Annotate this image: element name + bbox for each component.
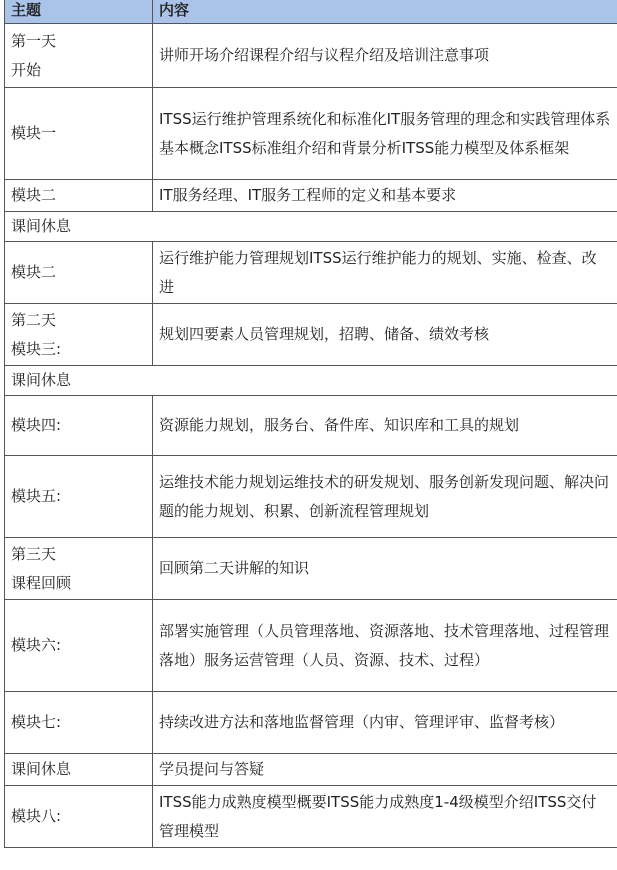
- row-topic: [5, 538, 153, 600]
- row-content: 规划四要素人员管理规划，招聘、储备、绩效考核: [153, 304, 617, 366]
- table-row: [5, 456, 617, 538]
- topic-line: 模块五:: [11, 487, 62, 505]
- row-topic: [5, 88, 153, 180]
- row-content: IT服务经理、IT服务工程师的定义和基本要求: [153, 180, 617, 212]
- row-content: 讲师开场介绍课程介绍与议程介绍及培训注意事项: [153, 24, 617, 88]
- row-content: 部署实施管理（人员管理落地、资源落地、技术管理落地、过程管理落地）服务运营管理（人员、资源、技术、过程）: [153, 600, 617, 692]
- row-topic: [5, 600, 153, 692]
- topic-line: 模块一: [11, 124, 57, 142]
- topic-line: 模块八:: [11, 807, 62, 825]
- row-topic: [5, 754, 153, 786]
- row-content: ITSS运行维护管理系统化和标准化IT服务管理的理念和实践管理体系基本概念ITSS标准组介绍和背景分析ITSS能力模型及体系框架: [153, 88, 617, 180]
- row-topic: [5, 212, 617, 242]
- topic-line: 开始: [11, 60, 42, 79]
- row-content: 学员提问与答疑: [153, 754, 617, 786]
- row-topic: [5, 366, 617, 396]
- table-row: [5, 692, 617, 754]
- topic-line: 课间休息: [11, 760, 72, 778]
- topic-line: 模块四:: [11, 416, 62, 434]
- row-topic: [5, 396, 153, 456]
- topic-line: 第一天: [11, 31, 57, 50]
- row-topic: [5, 692, 153, 754]
- row-topic: [5, 180, 153, 212]
- topic-line: 第三天: [11, 544, 57, 563]
- row-content: 资源能力规划，服务台、备件库、知识库和工具的规划: [153, 396, 617, 456]
- row-content: 回顾第二天讲解的知识: [153, 538, 617, 600]
- topic-line: 课程回顾: [11, 573, 72, 592]
- table-row: [5, 88, 617, 180]
- course-schedule-table: [4, 0, 617, 848]
- table-row: [5, 754, 617, 786]
- table-body: [5, 24, 617, 848]
- row-content: 运行维护能力管理规划ITSS运行维护能力的规划、实施、检查、改进: [153, 242, 617, 304]
- topic-line: 课间休息: [11, 217, 72, 235]
- topic-line: 模块二: [11, 186, 57, 204]
- topic-line: 模块三:: [11, 339, 62, 358]
- table-row: [5, 396, 617, 456]
- row-content: 运维技术能力规划运维技术的研发规划、服务创新发现问题、解决问题的能力规划、积累、创新流程管理规划: [153, 456, 617, 538]
- table-row: [5, 600, 617, 692]
- table-row: [5, 24, 617, 88]
- table-row: [5, 180, 617, 212]
- table-row: [5, 786, 617, 848]
- topic-line: 课间休息: [11, 371, 72, 389]
- table-row: [5, 538, 617, 600]
- row-topic: [5, 242, 153, 304]
- row-topic: [5, 24, 153, 88]
- topic-line: 模块七:: [11, 713, 62, 731]
- row-topic: [5, 456, 153, 538]
- header-topic: 主题: [5, 0, 153, 24]
- topic-line: 模块二: [11, 263, 57, 281]
- row-content: 持续改进方法和落地监督管理（内审、管理评审、监督考核）: [153, 692, 617, 754]
- topic-line: 模块六:: [11, 636, 62, 654]
- table-row: [5, 212, 617, 242]
- header-content: 内容: [153, 0, 617, 24]
- table-header-row: [5, 0, 617, 24]
- table-row: [5, 304, 617, 366]
- table-row: [5, 242, 617, 304]
- table-row: [5, 366, 617, 396]
- row-topic: [5, 304, 153, 366]
- topic-line: 第二天: [11, 310, 57, 329]
- row-topic: [5, 786, 153, 848]
- row-content: ITSS能力成熟度模型概要ITSS能力成熟度1-4级模型介绍ITSS交付管理模型: [153, 786, 617, 848]
